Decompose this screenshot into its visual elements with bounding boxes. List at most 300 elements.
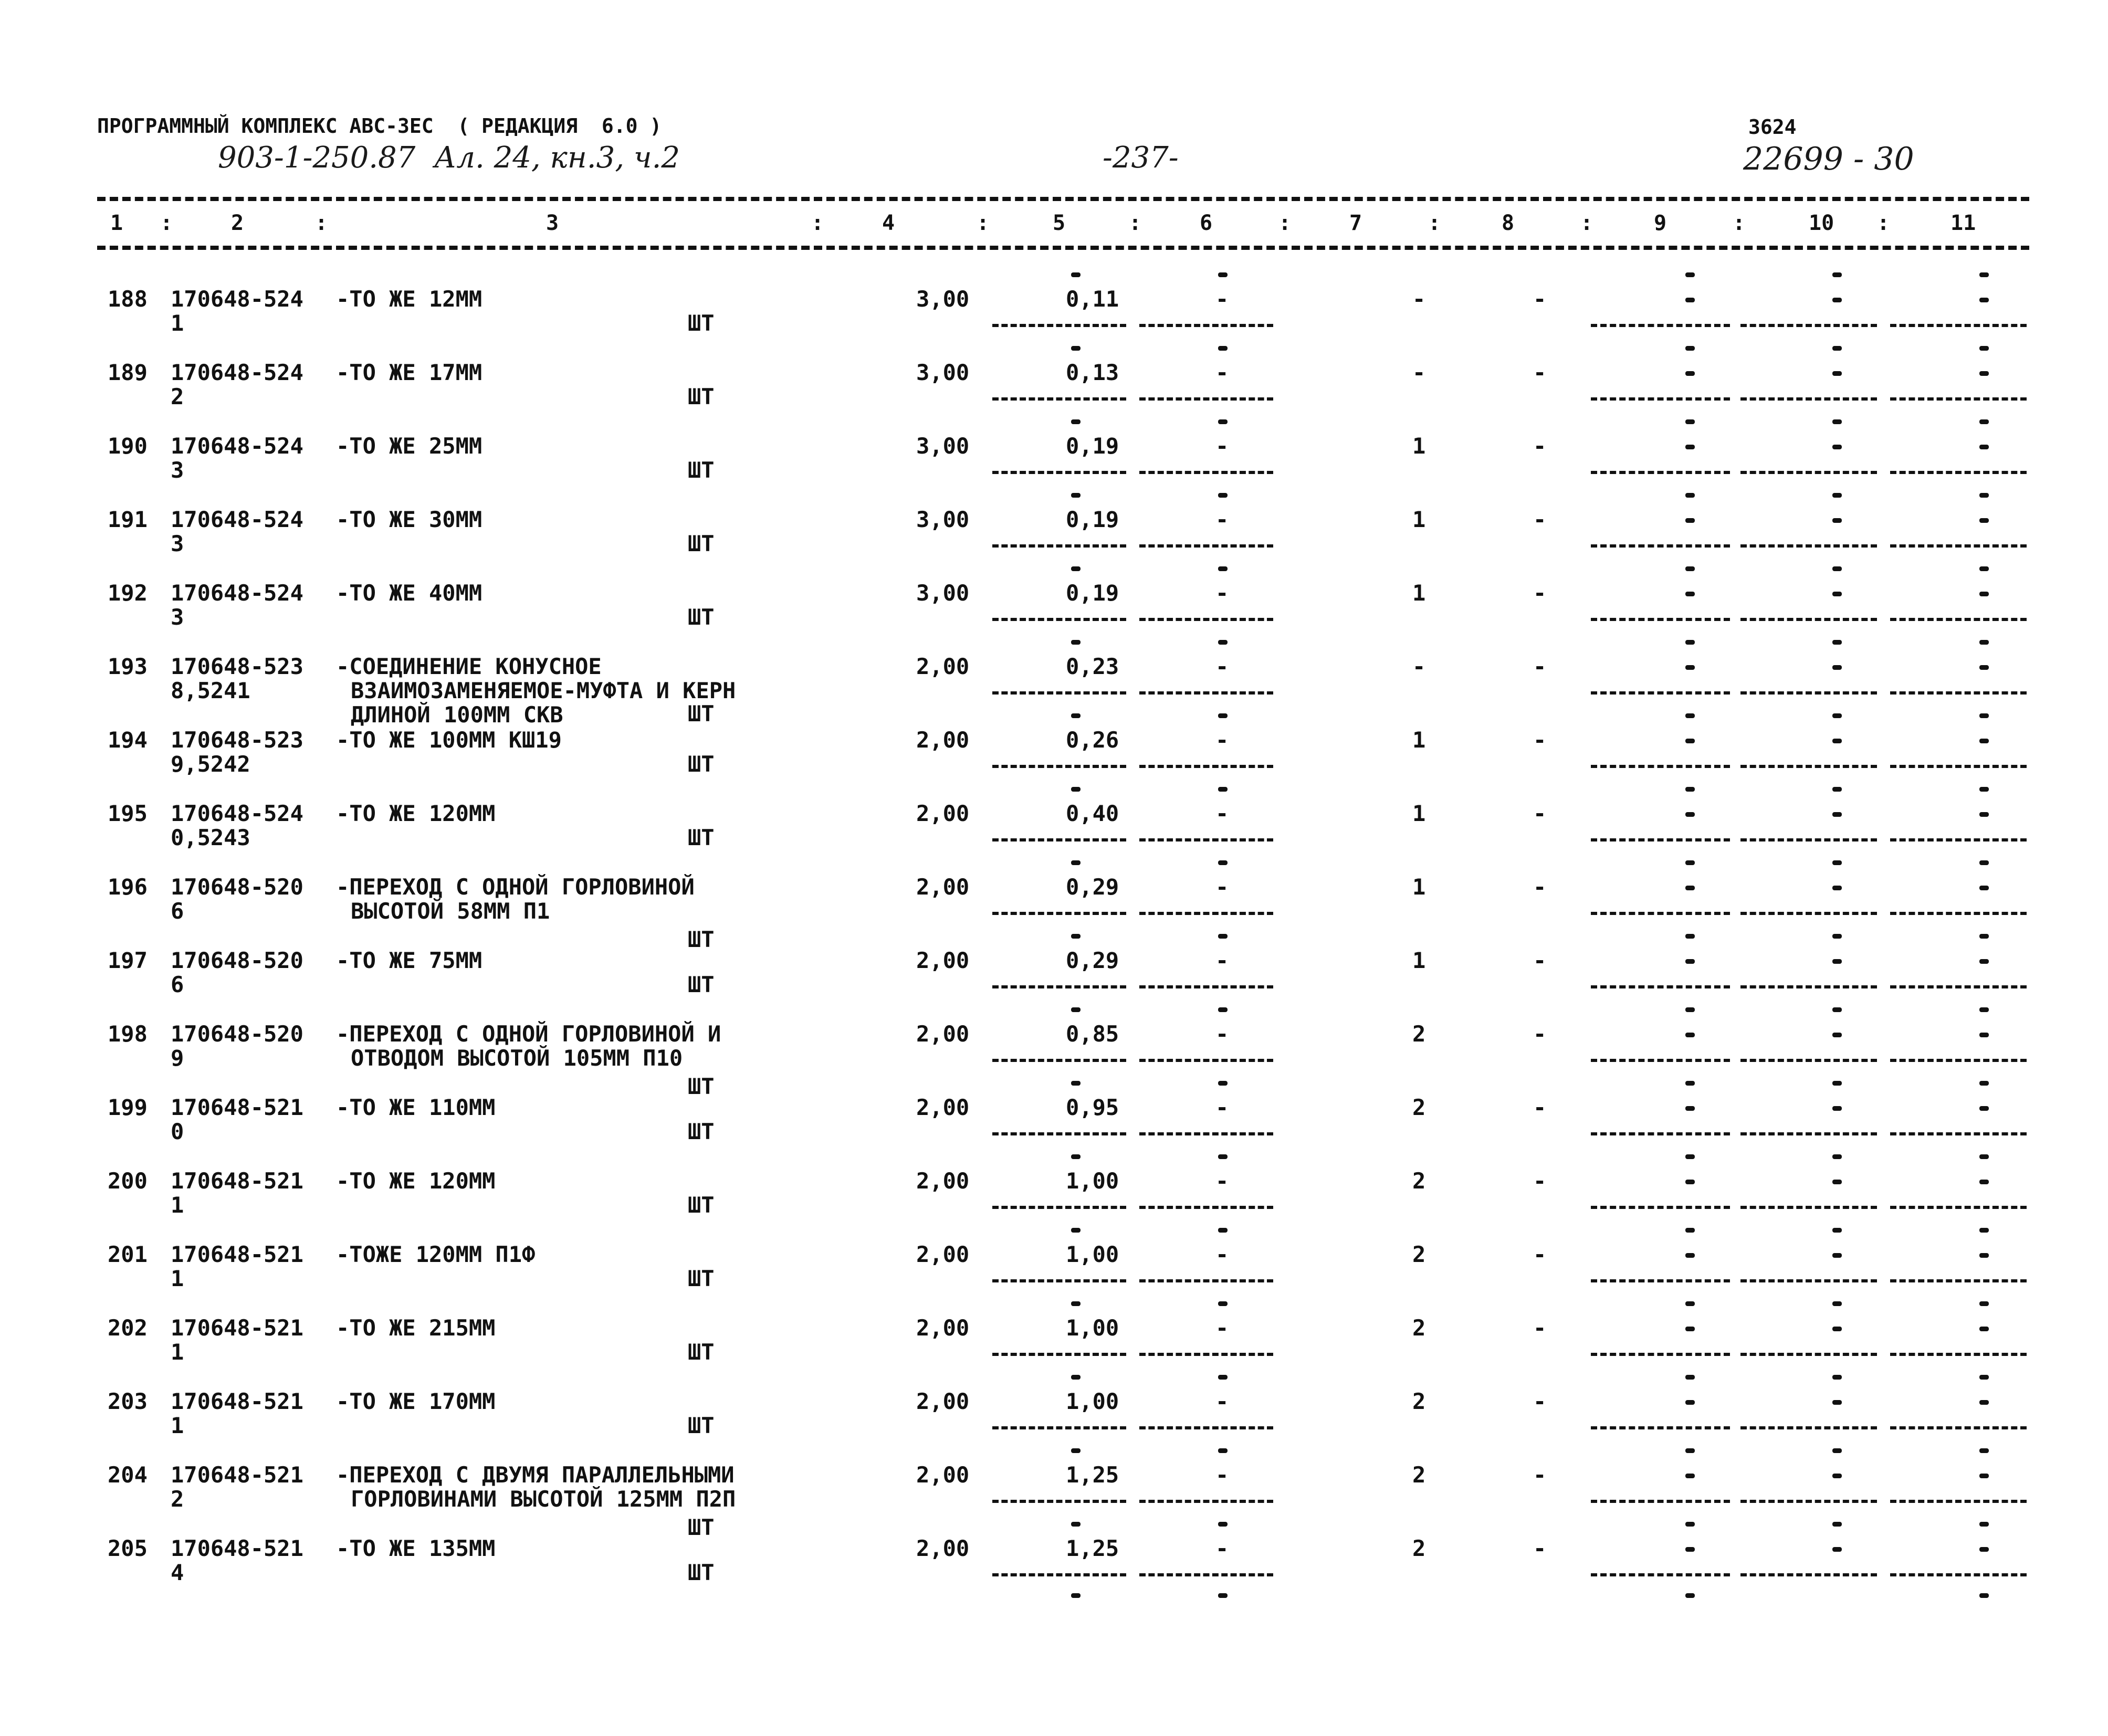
- col6-value: -: [1215, 1095, 1229, 1120]
- cell-rule: [1740, 544, 1877, 548]
- item-code: 170648-520: [171, 1021, 303, 1047]
- code-top: 3624: [1748, 115, 1797, 139]
- empty-cell-mark: [1832, 371, 1842, 376]
- item-description: -ПЕРЕХОД С ДВУМЯ ПАРАЛЛЕЛЬНЫМИ: [336, 1462, 735, 1488]
- col8-value: -: [1533, 1535, 1547, 1561]
- cell-rule: [1890, 1500, 2027, 1503]
- column-number-3: 3: [546, 211, 559, 235]
- cell-rule: [1740, 471, 1877, 474]
- col7-value: 2: [1412, 1315, 1426, 1341]
- empty-cell-mark: [1832, 1522, 1842, 1527]
- item-code-suffix: 0: [171, 1119, 184, 1144]
- column-number-2: 2: [231, 211, 244, 235]
- item-description: -ТОЖЕ 120ММ П1Ф: [336, 1241, 536, 1267]
- empty-cell-mark: [1979, 860, 1989, 865]
- unit: ШТ: [688, 1266, 715, 1291]
- empty-cell-mark: [1071, 346, 1081, 351]
- cell-rule: [1139, 324, 1273, 327]
- col4-value: 2,00: [916, 1388, 970, 1414]
- empty-cell-mark: [1218, 1007, 1228, 1012]
- cell-rule: [1139, 1059, 1273, 1062]
- col7-value: 1: [1412, 801, 1426, 826]
- empty-cell-mark: [1685, 1522, 1695, 1527]
- column-number-11: 11: [1950, 211, 1976, 235]
- unit: ШТ: [688, 751, 715, 777]
- cell-rule: [992, 1059, 1126, 1062]
- cell-rule: [992, 471, 1126, 474]
- empty-cell-mark: [1685, 1301, 1695, 1306]
- item-code: 170648-524: [171, 433, 303, 459]
- cell-rule: [1591, 765, 1730, 768]
- item-description: ВЗАИМОЗАМЕНЯЕМОЕ-МУФТА И КЕРН: [351, 678, 736, 703]
- col5-value: 1,25: [1066, 1462, 1119, 1488]
- item-code: 170648-524: [171, 360, 303, 385]
- column-number-10: 10: [1809, 211, 1834, 235]
- empty-cell-mark: [1685, 1007, 1695, 1012]
- item-code: 170648-521: [171, 1095, 303, 1120]
- cell-rule: [992, 1132, 1126, 1135]
- col4-value: 2,00: [916, 727, 970, 753]
- cell-rule: [1740, 1206, 1877, 1209]
- col4-value: 2,00: [916, 654, 970, 679]
- empty-cell-mark: [1832, 1228, 1842, 1233]
- column-number-7: 7: [1349, 211, 1362, 235]
- row-number: 192: [108, 580, 148, 606]
- col5-value: 0,19: [1066, 433, 1119, 459]
- empty-cell-mark: [1979, 1375, 1989, 1380]
- row-number: 201: [108, 1241, 148, 1267]
- unit: ШТ: [688, 310, 715, 336]
- cell-rule: [992, 1500, 1126, 1503]
- col5-value: 0,29: [1066, 874, 1119, 900]
- cell-rule: [1139, 912, 1273, 915]
- col7-value: 2: [1412, 1168, 1426, 1194]
- cell-rule: [1740, 838, 1877, 841]
- empty-cell-mark: [1218, 272, 1228, 277]
- empty-cell-mark: [1218, 1448, 1228, 1453]
- cell-rule: [1740, 1426, 1877, 1429]
- col6-value: -: [1215, 1388, 1229, 1414]
- empty-cell-mark: [1832, 1448, 1842, 1453]
- empty-cell-mark: [1832, 1474, 1842, 1478]
- empty-cell-mark: [1832, 566, 1842, 571]
- empty-cell-mark: [1979, 419, 1989, 424]
- empty-cell-mark: [1979, 1180, 1989, 1184]
- cell-rule: [1591, 1500, 1730, 1503]
- unit: ШТ: [688, 1339, 715, 1365]
- col8-value: -: [1533, 727, 1547, 753]
- cell-rule: [1890, 544, 2027, 548]
- program-title: ПРОГРАММНЫЙ КОМПЛЕКС АВС-ЗЕС ( РЕДАКЦИЯ 6.0 ): [97, 114, 662, 138]
- cell-rule: [1890, 471, 2027, 474]
- cell-rule: [1591, 1573, 1730, 1576]
- column-number-8: 8: [1502, 211, 1515, 235]
- row-number: 188: [108, 286, 148, 312]
- cell-rule: [992, 1353, 1126, 1356]
- column-separator: :: [1877, 211, 1890, 235]
- empty-cell-mark: [1979, 371, 1989, 376]
- unit: ШТ: [688, 927, 715, 952]
- col6-value: -: [1215, 727, 1229, 753]
- cell-rule: [1890, 1426, 2027, 1429]
- row-number: 199: [108, 1095, 148, 1120]
- unit: ШТ: [688, 531, 715, 556]
- row-number: 198: [108, 1021, 148, 1047]
- empty-cell-mark: [1979, 1301, 1989, 1306]
- unit: ШТ: [688, 384, 715, 409]
- cell-rule: [1890, 691, 2027, 695]
- empty-cell-mark: [1685, 1180, 1695, 1184]
- empty-cell-mark: [1685, 1474, 1695, 1478]
- cell-rule: [1740, 912, 1877, 915]
- empty-cell-mark: [1832, 713, 1842, 718]
- col7-value: 2: [1412, 1241, 1426, 1267]
- col4-value: 2,00: [916, 801, 970, 826]
- column-separator: :: [315, 211, 328, 235]
- col4-value: 2,00: [916, 1315, 970, 1341]
- unit: ШТ: [688, 1074, 715, 1099]
- cell-rule: [1890, 1132, 2027, 1135]
- empty-cell-mark: [1832, 272, 1842, 277]
- empty-cell-mark: [1218, 934, 1228, 939]
- cell-rule: [1890, 912, 2027, 915]
- col5-value: 1,00: [1066, 1168, 1119, 1194]
- col5-value: 0,26: [1066, 727, 1119, 753]
- empty-cell-mark: [1071, 1593, 1081, 1598]
- col4-value: 2,00: [916, 874, 970, 900]
- empty-cell-mark: [1832, 665, 1842, 670]
- col8-value: -: [1533, 654, 1547, 679]
- col7-value: 1: [1412, 948, 1426, 973]
- empty-cell-mark: [1685, 272, 1695, 277]
- row-number: 203: [108, 1388, 148, 1414]
- empty-cell-mark: [1832, 934, 1842, 939]
- row-number: 193: [108, 654, 148, 679]
- cell-rule: [1139, 691, 1273, 695]
- item-code-suffix: 8,5241: [171, 678, 250, 703]
- cell-rule: [1591, 1059, 1730, 1062]
- col8-value: -: [1533, 1095, 1547, 1120]
- code-bottom: 22699 - 30: [1743, 141, 1914, 177]
- cell-rule: [1139, 1353, 1273, 1356]
- col5-value: 1,25: [1066, 1535, 1119, 1561]
- cell-rule: [1740, 618, 1877, 621]
- col4-value: 2,00: [916, 1462, 970, 1488]
- item-code: 170648-521: [171, 1315, 303, 1341]
- unit: ШТ: [688, 1192, 715, 1218]
- page-number: -237-: [1103, 141, 1179, 175]
- empty-cell-mark: [1685, 371, 1695, 376]
- empty-cell-mark: [1071, 1081, 1081, 1086]
- cell-rule: [992, 544, 1126, 548]
- empty-cell-mark: [1685, 346, 1695, 351]
- item-code-suffix: 0,5243: [171, 825, 250, 850]
- empty-cell-mark: [1685, 566, 1695, 571]
- row-number: 189: [108, 360, 148, 385]
- empty-cell-mark: [1979, 346, 1989, 351]
- cell-rule: [1890, 397, 2027, 401]
- cell-rule: [992, 838, 1126, 841]
- cell-rule: [1591, 471, 1730, 474]
- empty-cell-mark: [1685, 1253, 1695, 1258]
- col4-value: 2,00: [916, 1241, 970, 1267]
- empty-cell-mark: [1685, 419, 1695, 424]
- item-code-suffix: 9,5242: [171, 751, 250, 777]
- item-code-suffix: 2: [171, 1486, 184, 1512]
- cell-rule: [1139, 544, 1273, 548]
- empty-cell-mark: [1685, 934, 1695, 939]
- item-description: ОТВОДОМ ВЫСОТОЙ 105ММ П10: [351, 1045, 683, 1071]
- col7-value: 2: [1412, 1095, 1426, 1120]
- col8-value: -: [1533, 507, 1547, 532]
- col6-value: -: [1215, 507, 1229, 532]
- item-description: -ТО ЖЕ 30ММ: [336, 507, 483, 532]
- cell-rule: [1740, 1500, 1877, 1503]
- cell-rule: [1890, 1573, 2027, 1576]
- empty-cell-mark: [1685, 1327, 1695, 1331]
- col7-value: 1: [1412, 874, 1426, 900]
- empty-cell-mark: [1979, 1007, 1989, 1012]
- empty-cell-mark: [1979, 1522, 1989, 1527]
- item-description: -СОЕДИНЕНИЕ КОНУСНОЕ: [336, 654, 602, 679]
- empty-cell-mark: [1685, 812, 1695, 817]
- item-description: -ТО ЖЕ 135ММ: [336, 1535, 496, 1561]
- col5-value: 1,00: [1066, 1241, 1119, 1267]
- empty-cell-mark: [1685, 1033, 1695, 1037]
- empty-cell-mark: [1685, 665, 1695, 670]
- column-separator: :: [977, 211, 990, 235]
- col8-value: -: [1533, 874, 1547, 900]
- cell-rule: [1591, 1279, 1730, 1282]
- empty-cell-mark: [1832, 1375, 1842, 1380]
- item-code-suffix: 1: [171, 1266, 184, 1291]
- cell-rule: [1740, 1132, 1877, 1135]
- empty-cell-mark: [1979, 272, 1989, 277]
- col4-value: 2,00: [916, 1021, 970, 1047]
- column-number-6: 6: [1200, 211, 1213, 235]
- cell-rule: [1890, 1206, 2027, 1209]
- empty-cell-mark: [1979, 959, 1989, 964]
- cell-rule: [1591, 1353, 1730, 1356]
- col8-value: -: [1533, 1241, 1547, 1267]
- col6-value: -: [1215, 360, 1229, 385]
- column-number-4: 4: [882, 211, 895, 235]
- col8-value: -: [1533, 580, 1547, 606]
- col8-value: -: [1533, 1388, 1547, 1414]
- col6-value: -: [1215, 433, 1229, 459]
- unit: ШТ: [688, 604, 715, 630]
- column-separator: :: [1733, 211, 1746, 235]
- item-code: 170648-521: [171, 1388, 303, 1414]
- empty-cell-mark: [1832, 419, 1842, 424]
- empty-cell-mark: [1832, 1081, 1842, 1086]
- empty-cell-mark: [1218, 640, 1228, 645]
- empty-cell-mark: [1832, 812, 1842, 817]
- cell-rule: [992, 691, 1126, 695]
- col6-value: -: [1215, 801, 1229, 826]
- cell-rule: [1139, 838, 1273, 841]
- cell-rule: [1591, 985, 1730, 988]
- empty-cell-mark: [1685, 1400, 1695, 1405]
- item-description: -ПЕРЕХОД С ОДНОЙ ГОРЛОВИНОЙ: [336, 874, 695, 900]
- col6-value: -: [1215, 1021, 1229, 1047]
- empty-cell-mark: [1071, 1007, 1081, 1012]
- column-separator: :: [1129, 211, 1142, 235]
- cell-rule: [1139, 1279, 1273, 1282]
- col7-value: 1: [1412, 433, 1426, 459]
- col8-value: -: [1533, 948, 1547, 973]
- cell-rule: [992, 765, 1126, 768]
- empty-cell-mark: [1832, 1400, 1842, 1405]
- col7-value: 2: [1412, 1388, 1426, 1414]
- col4-value: 2,00: [916, 948, 970, 973]
- empty-cell-mark: [1071, 493, 1081, 498]
- empty-cell-mark: [1071, 1522, 1081, 1527]
- empty-cell-mark: [1685, 1106, 1695, 1111]
- empty-cell-mark: [1685, 787, 1695, 792]
- item-code: 170648-524: [171, 801, 303, 826]
- col8-value: -: [1533, 801, 1547, 826]
- col4-value: 3,00: [916, 433, 970, 459]
- cell-rule: [1890, 838, 2027, 841]
- item-code-suffix: 4: [171, 1560, 184, 1585]
- empty-cell-mark: [1832, 1327, 1842, 1331]
- empty-cell-mark: [1071, 713, 1081, 718]
- empty-cell-mark: [1685, 298, 1695, 302]
- cell-rule: [1890, 765, 2027, 768]
- item-description: -ТО ЖЕ 17ММ: [336, 360, 483, 385]
- item-code: 170648-523: [171, 727, 303, 753]
- item-code: 170648-521: [171, 1241, 303, 1267]
- cell-rule: [1139, 1573, 1273, 1576]
- col8-value: -: [1533, 1315, 1547, 1341]
- cell-rule: [1139, 618, 1273, 621]
- empty-cell-mark: [1832, 298, 1842, 302]
- col5-value: 1,00: [1066, 1315, 1119, 1341]
- item-code: 170648-521: [171, 1535, 303, 1561]
- cell-rule: [1139, 1206, 1273, 1209]
- col4-value: 2,00: [916, 1095, 970, 1120]
- col7-value: -: [1412, 654, 1426, 679]
- cell-rule: [1591, 618, 1730, 621]
- empty-cell-mark: [1979, 739, 1989, 743]
- item-code-suffix: 9: [171, 1045, 184, 1071]
- row-number: 190: [108, 433, 148, 459]
- empty-cell-mark: [1218, 1593, 1228, 1598]
- empty-cell-mark: [1979, 1547, 1989, 1552]
- empty-cell-mark: [1832, 1301, 1842, 1306]
- empty-cell-mark: [1832, 886, 1842, 890]
- cell-rule: [1890, 618, 2027, 621]
- cell-rule: [1890, 324, 2027, 327]
- empty-cell-mark: [1218, 1154, 1228, 1159]
- col5-value: 0,95: [1066, 1095, 1119, 1120]
- empty-cell-mark: [1218, 1375, 1228, 1380]
- cell-rule: [1591, 1132, 1730, 1135]
- empty-cell-mark: [1218, 419, 1228, 424]
- item-code-suffix: 2: [171, 384, 184, 409]
- empty-cell-mark: [1685, 445, 1695, 449]
- item-description: -ТО ЖЕ 120ММ: [336, 1168, 496, 1194]
- empty-cell-mark: [1071, 1448, 1081, 1453]
- cell-rule: [1591, 324, 1730, 327]
- empty-cell-mark: [1685, 1154, 1695, 1159]
- row-number: 197: [108, 948, 148, 973]
- col6-value: -: [1215, 1315, 1229, 1341]
- col6-value: -: [1215, 1535, 1229, 1561]
- empty-cell-mark: [1685, 713, 1695, 718]
- cell-rule: [992, 618, 1126, 621]
- empty-cell-mark: [1979, 493, 1989, 498]
- col4-value: 2,00: [916, 1535, 970, 1561]
- cell-rule: [1591, 691, 1730, 695]
- col5-value: 0,40: [1066, 801, 1119, 826]
- cell-rule: [992, 1573, 1126, 1576]
- empty-cell-mark: [1832, 1253, 1842, 1258]
- empty-cell-mark: [1685, 1375, 1695, 1380]
- empty-cell-mark: [1979, 1448, 1989, 1453]
- cell-rule: [992, 985, 1126, 988]
- empty-cell-mark: [1685, 518, 1695, 523]
- empty-cell-mark: [1832, 739, 1842, 743]
- col6-value: -: [1215, 1241, 1229, 1267]
- cell-rule: [1890, 1279, 2027, 1282]
- empty-cell-mark: [1832, 959, 1842, 964]
- empty-cell-mark: [1979, 1253, 1989, 1258]
- empty-cell-mark: [1979, 566, 1989, 571]
- cell-rule: [1740, 765, 1877, 768]
- cell-rule: [1139, 397, 1273, 401]
- empty-cell-mark: [1071, 640, 1081, 645]
- item-description: ГОРЛОВИНАМИ ВЫСОТОЙ 125ММ П2П: [351, 1486, 736, 1512]
- empty-cell-mark: [1218, 1228, 1228, 1233]
- cell-rule: [1890, 1059, 2027, 1062]
- cell-rule: [1591, 912, 1730, 915]
- empty-cell-mark: [1832, 1154, 1842, 1159]
- empty-cell-mark: [1685, 886, 1695, 890]
- col8-value: -: [1533, 1168, 1547, 1194]
- unit: ШТ: [688, 1514, 715, 1540]
- empty-cell-mark: [1832, 1547, 1842, 1552]
- empty-cell-mark: [1218, 566, 1228, 571]
- row-number: 191: [108, 507, 148, 532]
- col6-value: -: [1215, 1168, 1229, 1194]
- empty-cell-mark: [1979, 812, 1989, 817]
- cell-rule: [1591, 1206, 1730, 1209]
- item-description: -ПЕРЕХОД С ОДНОЙ ГОРЛОВИНОЙ И: [336, 1021, 721, 1047]
- cell-rule: [1591, 1426, 1730, 1429]
- cell-rule: [992, 1279, 1126, 1282]
- column-number-1: 1: [110, 211, 123, 235]
- empty-cell-mark: [1071, 1375, 1081, 1380]
- col4-value: 3,00: [916, 286, 970, 312]
- item-code-suffix: 6: [171, 898, 184, 924]
- empty-cell-mark: [1979, 1327, 1989, 1331]
- header-top-rule: [97, 197, 2029, 201]
- cell-rule: [1740, 1279, 1877, 1282]
- empty-cell-mark: [1979, 665, 1989, 670]
- empty-cell-mark: [1071, 1301, 1081, 1306]
- item-code-suffix: 1: [171, 310, 184, 336]
- item-code-suffix: 6: [171, 972, 184, 997]
- col4-value: 2,00: [916, 1168, 970, 1194]
- column-number-5: 5: [1053, 211, 1066, 235]
- cell-rule: [1139, 1426, 1273, 1429]
- empty-cell-mark: [1071, 1154, 1081, 1159]
- cell-rule: [992, 324, 1126, 327]
- cell-rule: [992, 397, 1126, 401]
- column-number-9: 9: [1654, 211, 1667, 235]
